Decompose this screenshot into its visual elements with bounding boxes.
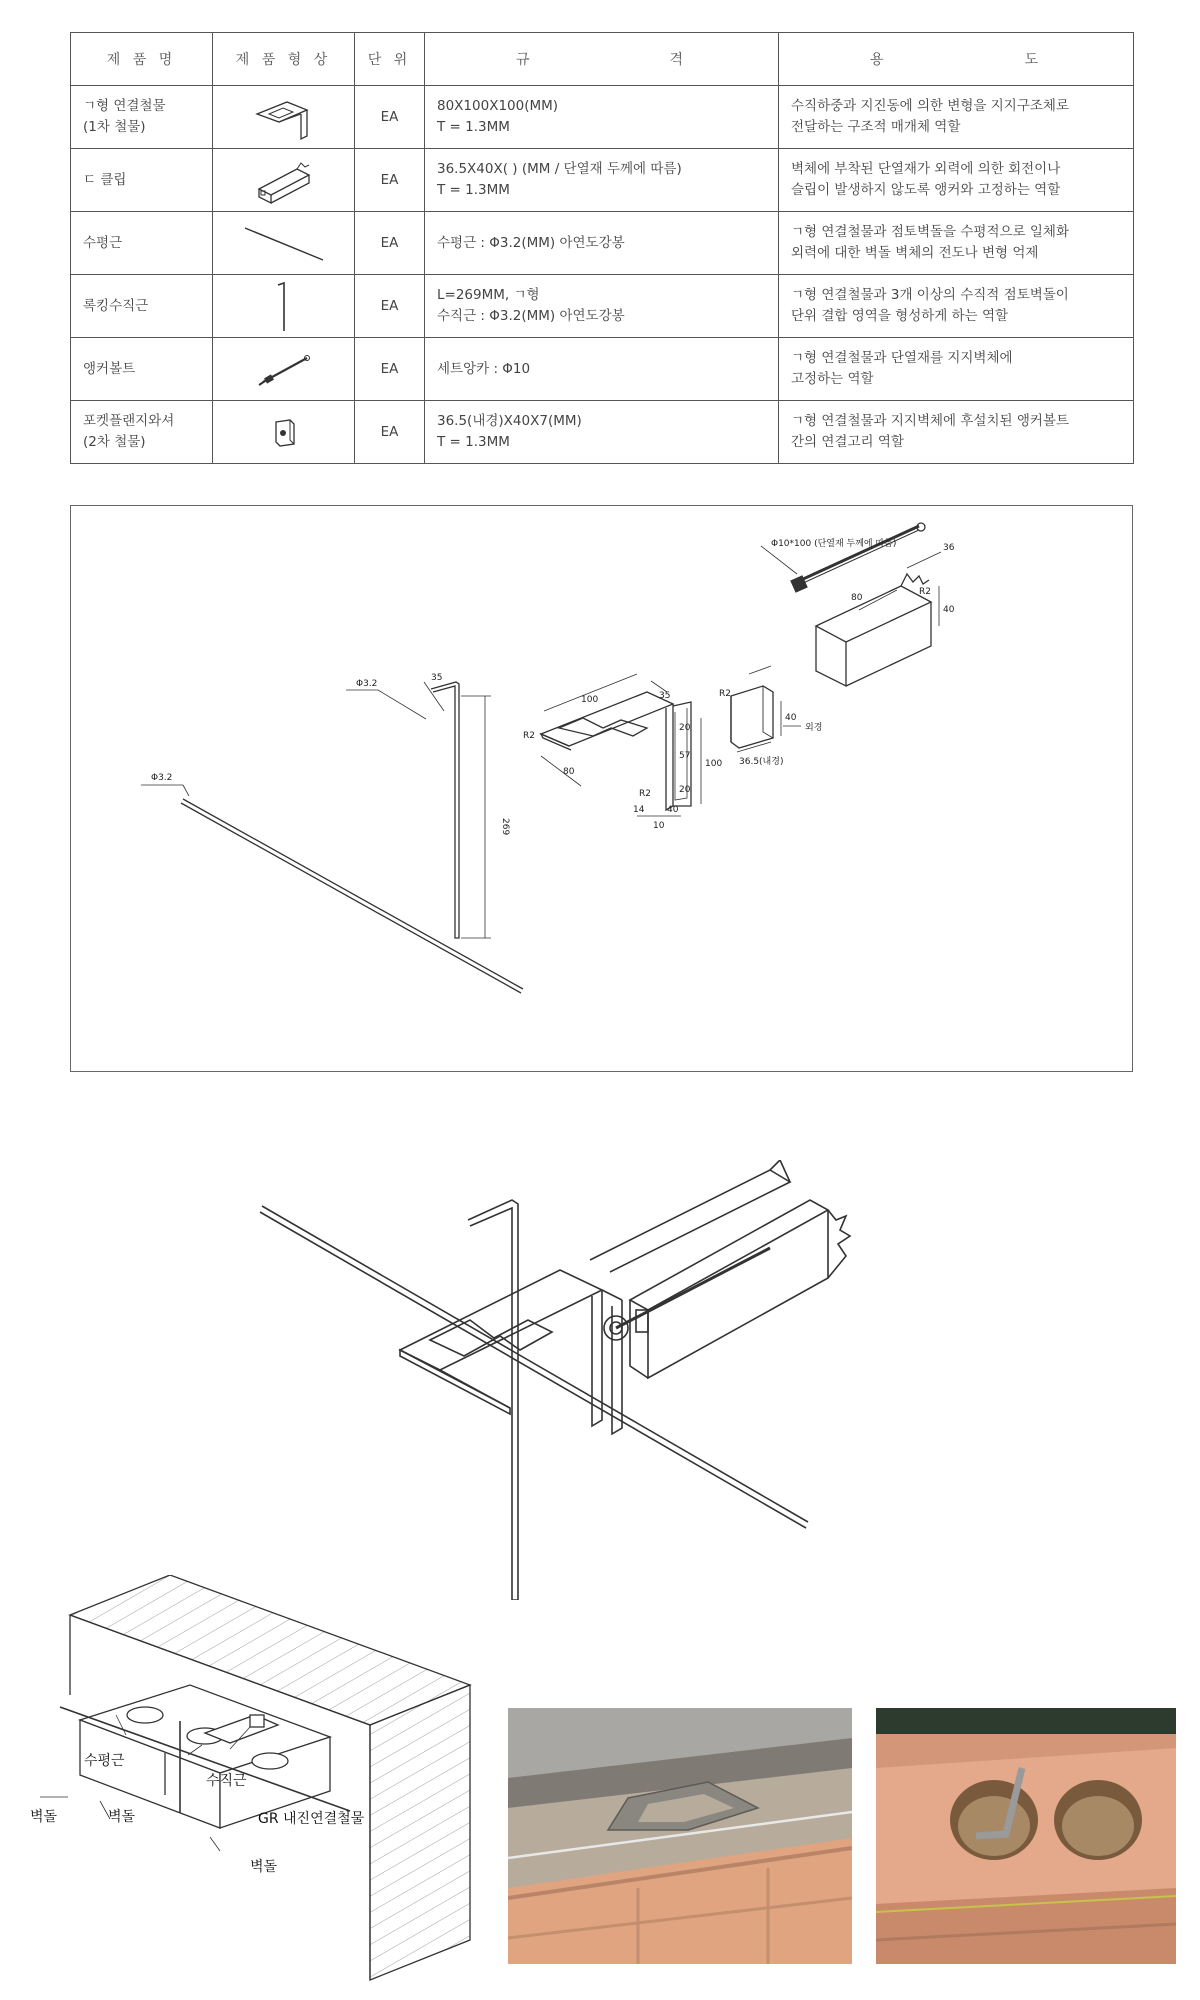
header-unit: 단 위	[355, 33, 425, 86]
washer-365-label: 36.5(내경)	[739, 757, 784, 767]
table-row	[71, 275, 1134, 338]
bolt-spec-label: Φ10*100 (단열재 두께에 따름)	[771, 539, 897, 549]
site-photo-brick-hole	[876, 1708, 1176, 1964]
row-use-line1: ㄱ형 연결철물과 단열재를 지지벽체에	[791, 350, 1013, 366]
table-header-row	[71, 33, 1134, 86]
row-use-line2: 단위 결합 영역을 형성하게 하는 역할	[791, 308, 1009, 324]
row-use	[779, 86, 1134, 149]
row-unit: EA	[355, 338, 425, 401]
wall-isometric-diagram	[30, 1575, 480, 1985]
bracket-r2a-label: R2	[523, 731, 535, 741]
washer-r2-label: R2	[719, 689, 731, 699]
table-row	[71, 149, 1134, 212]
row-name-line1: ㄱ형 연결철물	[83, 98, 166, 114]
photo-brick-hole-illustration	[876, 1708, 1176, 1964]
anchor-bolt-icon	[249, 344, 319, 394]
u-clip-icon	[249, 155, 319, 205]
bracket-57-label: 57	[679, 751, 691, 761]
bracket-drawing	[541, 674, 701, 816]
row-use-line1: ㄱ형 연결철물과 3개 이상의 수직적 점토벽돌이	[791, 287, 1069, 303]
row-shape	[213, 149, 355, 212]
header-spec	[425, 33, 779, 86]
label-brick-2: 벽돌	[108, 1809, 136, 1825]
row-shape	[213, 212, 355, 275]
horizontal-rod-icon	[239, 218, 329, 268]
bracket-40-label: 40	[667, 805, 679, 815]
row-name-line1: 앵커볼트	[83, 360, 136, 377]
row-name-line1: 록킹수직근	[83, 297, 149, 314]
row-name-line1: ㄷ 클립	[83, 171, 127, 188]
vertical-rod-drawing	[346, 682, 491, 938]
row-use-line1: 수직하중과 지진동에 의한 변형을 지지구조체로	[791, 98, 1069, 114]
header-shape: 제 품 형 상	[213, 33, 355, 86]
row-name	[71, 149, 213, 212]
vrod-hook-label: 35	[431, 673, 443, 683]
row-spec-line1: 36.5X40X( ) (MM / 단열재 두께에 따름)	[437, 161, 682, 177]
label-brick-1: 벽돌	[30, 1809, 58, 1825]
table-row	[71, 212, 1134, 275]
row-shape	[213, 338, 355, 401]
row-use-line1: ㄱ형 연결철물과 지지벽체에 후설치된 앵커볼트	[791, 413, 1069, 429]
row-use	[779, 338, 1134, 401]
bracket-35-label: 35	[659, 691, 671, 701]
row-use-line2: 고정하는 역할	[791, 371, 874, 387]
row-use-line2: 외력에 대한 벽돌 벽체의 전도나 변형 억제	[791, 245, 1039, 261]
header-spec-b: 격	[669, 52, 687, 68]
vrod-dia-label: Φ3.2	[356, 679, 378, 689]
header-use	[779, 33, 1134, 86]
header-spec-a: 규	[516, 52, 534, 68]
clip-40-label: 40	[943, 605, 955, 615]
bracket-100-label: 100	[581, 695, 599, 705]
site-photo-connector	[508, 1708, 852, 1964]
row-name	[71, 275, 213, 338]
bracket-r2b-label: R2	[639, 789, 651, 799]
row-name	[71, 86, 213, 149]
flange-washer-icon	[264, 412, 304, 452]
row-spec-line2: T = 1.3MM	[437, 119, 510, 135]
clip-80-label: 80	[851, 593, 863, 603]
row-spec-line1: 수평근 : Φ3.2(MM) 아연도강봉	[437, 234, 625, 251]
bracket-20a-label: 20	[679, 723, 691, 733]
row-spec-line2: 수직근 : Φ3.2(MM) 아연도강봉	[437, 308, 625, 324]
table-row	[71, 338, 1134, 401]
row-spec-line1: L=269MM, ㄱ형	[437, 287, 540, 303]
row-use	[779, 149, 1134, 212]
row-unit: EA	[355, 401, 425, 464]
washer-40-label: 40	[785, 713, 797, 723]
row-spec	[425, 275, 779, 338]
row-name-line1: 포켓플랜지와셔	[83, 413, 175, 429]
row-spec	[425, 212, 779, 275]
bracket-10-label: 10	[653, 821, 665, 831]
row-name-line1: 수평근	[83, 234, 123, 251]
row-shape	[213, 275, 355, 338]
label-horizontal-rod: 수평근	[84, 1753, 125, 1769]
parts-drawing	[71, 506, 1132, 1071]
spec-table	[70, 32, 1134, 464]
table-row	[71, 401, 1134, 464]
bracket-14-label: 14	[633, 805, 645, 815]
table-row	[71, 86, 1134, 149]
row-name	[71, 338, 213, 401]
row-spec	[425, 86, 779, 149]
clip-r2-label: R2	[919, 587, 931, 597]
row-use	[779, 212, 1134, 275]
row-use-line2: 간의 연결고리 역할	[791, 434, 904, 450]
vrod-len-label: 269	[500, 818, 510, 836]
bracket-20b-label: 20	[679, 785, 691, 795]
row-name	[71, 401, 213, 464]
anchor-bolt-drawing	[761, 523, 925, 592]
row-spec-line1: 세트앙카 : Φ10	[437, 360, 531, 377]
bracket-100v-label: 100	[705, 759, 723, 769]
clip-drawing	[816, 552, 941, 686]
row-spec	[425, 401, 779, 464]
row-name-line2: (1차 철물)	[83, 119, 146, 135]
row-use-line1: 벽체에 부착된 단열재가 외력에 의한 회전이나	[791, 161, 1061, 177]
vertical-rod-icon	[264, 279, 304, 333]
parts-drawing-frame	[70, 505, 1133, 1072]
label-brick-3: 벽돌	[250, 1859, 278, 1875]
washer-drawing	[731, 666, 801, 752]
row-unit: EA	[355, 149, 425, 212]
row-use-line2: 슬립이 발생하지 않도록 앵커와 고정하는 역할	[791, 182, 1061, 198]
header-use-a: 용	[870, 52, 888, 68]
bracket-80-label: 80	[563, 767, 575, 777]
header-name: 제 품 명	[71, 33, 213, 86]
row-name	[71, 212, 213, 275]
row-use	[779, 401, 1134, 464]
row-unit: EA	[355, 86, 425, 149]
hrod-dia-label: Φ3.2	[151, 773, 173, 783]
row-use-line1: ㄱ형 연결철물과 점토벽돌을 수평적으로 일체화	[791, 224, 1069, 240]
row-spec-line1: 36.5(내경)X40X7(MM)	[437, 413, 582, 429]
washer-outer-label: 외경	[805, 723, 823, 733]
label-gr-connector: GR 내진연결철물	[258, 1811, 365, 1827]
row-shape	[213, 86, 355, 149]
photo-connector-illustration	[508, 1708, 852, 1964]
horizontal-rod-drawing	[141, 785, 523, 993]
row-spec-line2: T = 1.3MM	[437, 182, 510, 198]
row-use-line2: 전달하는 구조적 매개체 역할	[791, 119, 961, 135]
header-use-b: 도	[1024, 52, 1042, 68]
label-vertical-rod: 수직근	[206, 1773, 247, 1789]
row-use	[779, 275, 1134, 338]
row-spec-line2: T = 1.3MM	[437, 434, 510, 450]
row-spec	[425, 338, 779, 401]
row-unit: EA	[355, 212, 425, 275]
assembly-drawing	[250, 1160, 910, 1600]
l-bracket-icon	[249, 92, 319, 142]
row-shape	[213, 401, 355, 464]
row-spec	[425, 149, 779, 212]
row-name-line2: (2차 철물)	[83, 434, 146, 450]
row-spec-line1: 80X100X100(MM)	[437, 98, 559, 114]
clip-36-label: 36	[943, 543, 955, 553]
row-unit: EA	[355, 275, 425, 338]
